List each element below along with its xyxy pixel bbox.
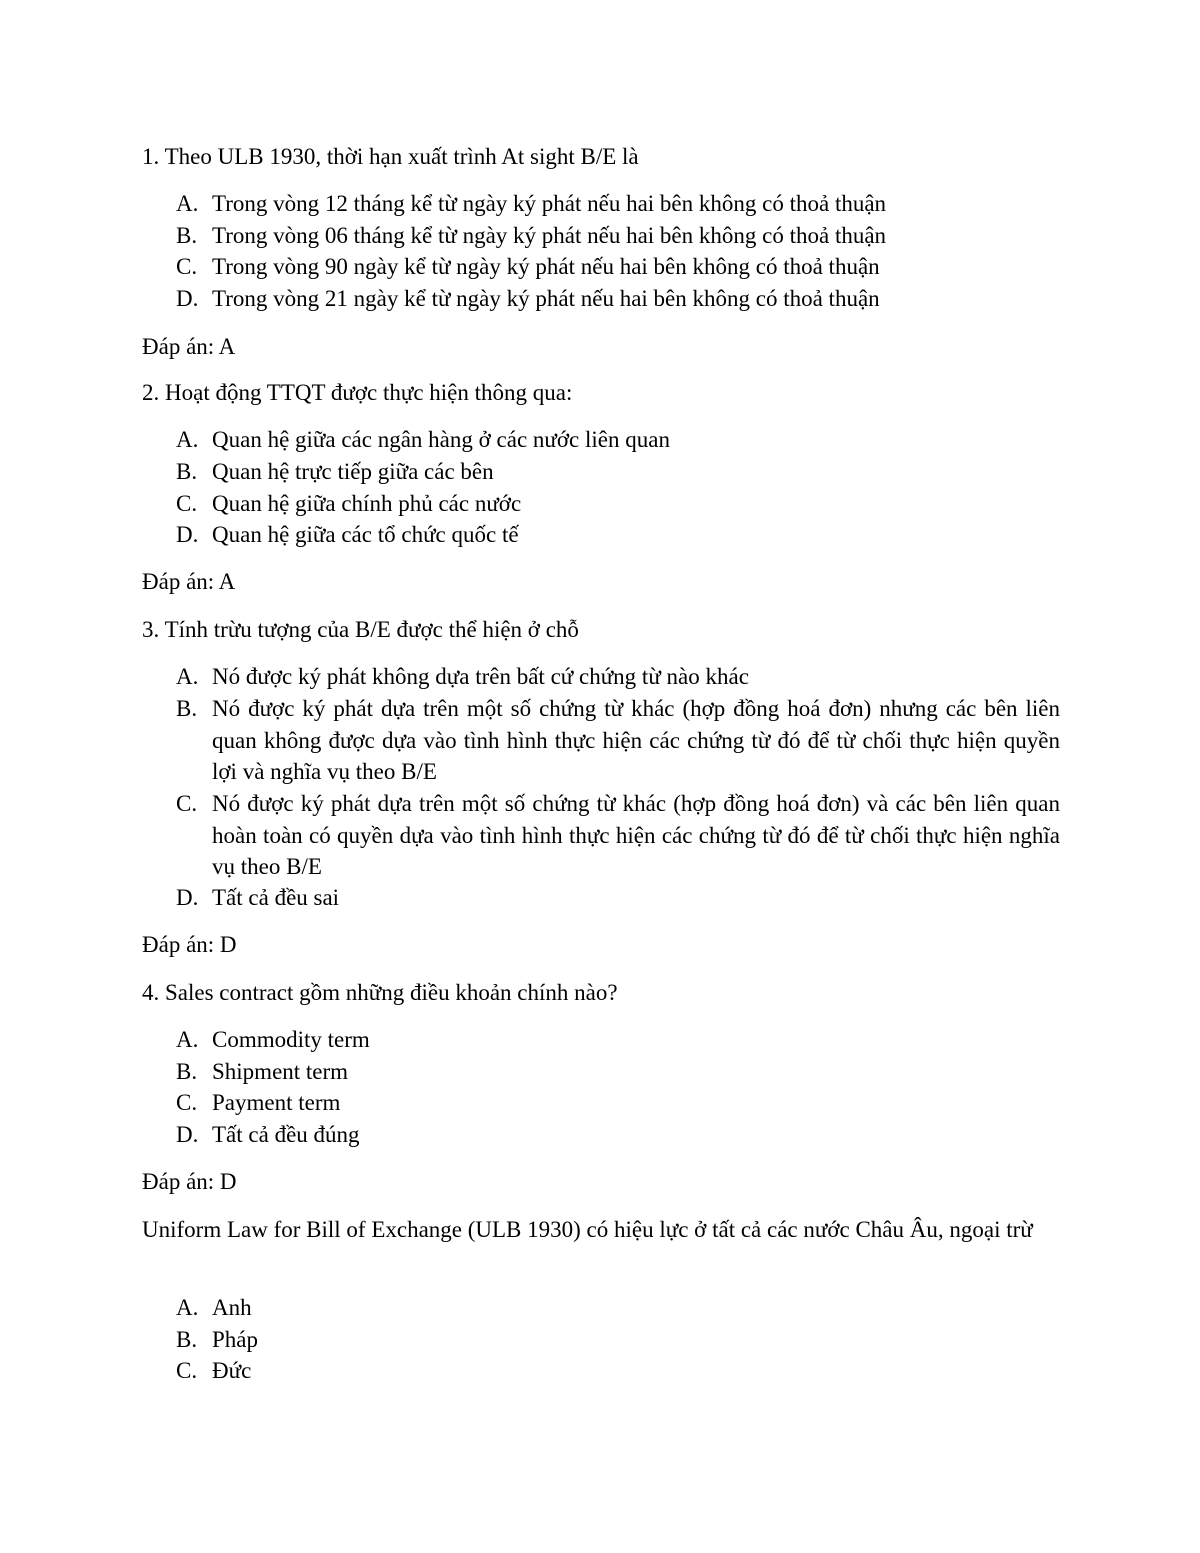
question-2-answer: Đáp án: A — [142, 569, 236, 594]
option-letter: D. — [176, 885, 199, 910]
question-2-option-c — [176, 488, 1060, 520]
question-3-option-b — [176, 693, 1060, 788]
question-4-option-c — [176, 1087, 1060, 1119]
option-letter: D. — [176, 1122, 199, 1147]
question-1-option-a — [176, 188, 1060, 220]
question-3-answer: Đáp án: D — [142, 932, 237, 957]
option-letter: A. — [176, 1027, 199, 1052]
question-1-option-d — [176, 283, 1060, 315]
option-letter: B. — [176, 459, 198, 484]
question-4-option-a — [176, 1024, 1060, 1056]
question-1-option-c — [176, 251, 1060, 283]
question-1-answer: Đáp án: A — [142, 334, 236, 359]
option-text: Quan hệ giữa chính phủ các nước — [212, 491, 522, 516]
question-5-prompt: Uniform Law for Bill of Exchange (ULB 1930) có hiệu lực ở tất cả các nước Châu Âu, ngoại trừ — [142, 1217, 1033, 1242]
option-letter: A. — [176, 427, 199, 452]
question-5-option-a — [176, 1292, 1060, 1324]
option-text: Nó được ký phát không dựa trên bất cứ chứng từ nào khác — [212, 664, 749, 689]
option-letter: B. — [176, 696, 198, 721]
option-text: Quan hệ giữa các ngân hàng ở các nước liên quan — [212, 427, 670, 452]
question-4-option-d — [176, 1119, 1060, 1151]
option-letter: D. — [176, 286, 199, 311]
question-2-option-b — [176, 456, 1060, 488]
question-4-option-b — [176, 1056, 1060, 1088]
question-4-prompt: 4. Sales contract gồm những điều khoản chính nào? — [142, 980, 618, 1005]
option-text: Commodity term — [212, 1027, 370, 1052]
question-1-prompt: 1. Theo ULB 1930, thời hạn xuất trình At sight B/E là — [142, 144, 639, 169]
option-text: Shipment term — [212, 1059, 349, 1084]
option-text: Payment term — [212, 1090, 341, 1115]
option-letter: A. — [176, 191, 199, 216]
question-3-option-d — [176, 882, 1060, 914]
question-2-option-a — [176, 424, 1060, 456]
option-letter: A. — [176, 1295, 199, 1320]
option-letter: C. — [176, 791, 198, 816]
option-text: Nó được ký phát dựa trên một số chứng từ khác (hợp đồng hoá đơn) nhưng các bên liên quan không được dựa vào tình hình thực hiện các chứng từ đó để từ chối thực hiện quyền lợi và nghĩa vụ theo B/E — [212, 696, 1060, 784]
question-2-prompt: 2. Hoạt động TTQT được thực hiện thông qua: — [142, 380, 573, 405]
option-text: Trong vòng 21 ngày kể từ ngày ký phát nếu hai bên không có thoả thuận — [212, 286, 880, 311]
option-letter: C. — [176, 491, 198, 516]
option-letter: B. — [176, 1327, 198, 1352]
option-letter: C. — [176, 1358, 198, 1383]
question-2-option-d — [176, 519, 1060, 551]
option-text: Anh — [212, 1295, 252, 1320]
option-text: Trong vòng 06 tháng kể từ ngày ký phát nếu hai bên không có thoả thuận — [212, 223, 887, 248]
option-letter: B. — [176, 1059, 198, 1084]
question-1-option-b — [176, 220, 1060, 252]
option-text: Tất cả đều sai — [212, 885, 340, 910]
question-3-option-c — [176, 788, 1060, 883]
question-4-answer: Đáp án: D — [142, 1169, 237, 1194]
question-3-prompt: 3. Tính trừu tượng của B/E được thể hiện ở chỗ — [142, 617, 579, 642]
option-text: Nó được ký phát dựa trên một số chứng từ khác (hợp đồng hoá đơn) và các bên liên quan hoàn toàn có quyền dựa vào tình hình thực hiện các chứng từ đó để từ chối thực hiện nghĩa vụ theo B/E — [212, 791, 1060, 879]
option-letter: A. — [176, 664, 199, 689]
option-text: Đức — [212, 1358, 252, 1383]
option-letter: C. — [176, 254, 198, 279]
option-text: Pháp — [212, 1327, 258, 1352]
option-text: Quan hệ giữa các tổ chức quốc tế — [212, 522, 519, 547]
option-text: Tất cả đều đúng — [212, 1122, 360, 1147]
option-text: Quan hệ trực tiếp giữa các bên — [212, 459, 494, 484]
question-3-option-a — [176, 661, 1060, 693]
option-text: Trong vòng 90 ngày kể từ ngày ký phát nếu hai bên không có thoả thuận — [212, 254, 880, 279]
option-letter: B. — [176, 223, 198, 248]
question-5-option-b — [176, 1324, 1060, 1356]
question-5-option-c — [176, 1355, 1060, 1387]
option-letter: C. — [176, 1090, 198, 1115]
option-letter: D. — [176, 522, 199, 547]
option-text: Trong vòng 12 tháng kể từ ngày ký phát nếu hai bên không có thoả thuận — [212, 191, 887, 216]
